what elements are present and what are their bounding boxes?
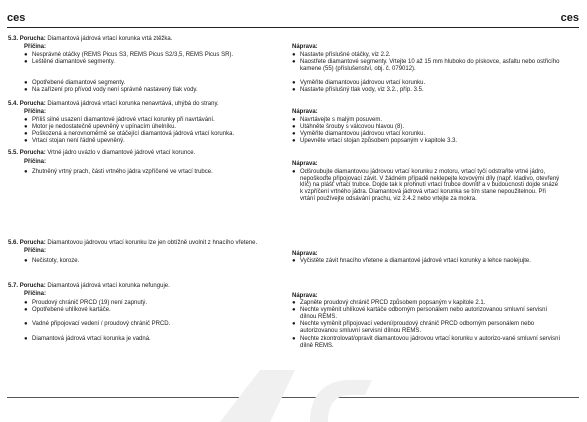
section-title (8, 101, 219, 108)
cause-item: ● Příliš silné usazení diamantové jádrové vrtací korunky při navrtávání. (24, 117, 215, 123)
remedy-item: ● Nastavte příslušný tlak vody, viz 3.2., příp. 3.5. (292, 87, 424, 93)
watermark-graphic (200, 350, 380, 422)
fault-description: Diamantovou jádrovou vrtací korunku lze jen obtížně uvolnit z hnacího vřetene. (47, 240, 258, 246)
fault-description: Diamantová jádrová vrtací korunka nefunguje. (47, 283, 170, 289)
cause-heading: Příčina: (24, 109, 47, 115)
cause-item: ● Vrtací stojan není řádně upevněný. (24, 138, 125, 144)
remedy-item: ● Zapněte proudový chránič PRCD způsobem popsaným v kapitole 2.1. (292, 300, 486, 306)
remedy-heading: Náprava: (292, 161, 318, 167)
cause-item: ● Motor je nedostatečně upevněný v upínacím úhelníku. (24, 124, 177, 130)
section-number: 5.7. (8, 283, 19, 289)
cause-item: ● Leštěné diamantové segmenty. (24, 59, 115, 65)
cause-heading: Příčina: (24, 248, 47, 254)
fault-description: Vrtné jádro uvázlo v diamantové jádrové vrtací korunce. (47, 150, 196, 156)
fault-label: Porucha: (19, 240, 46, 246)
section-number: 5.6. (8, 240, 19, 246)
fault-description: Diamantová jádrová vrtací korunka vrtá ztěžka. (47, 36, 173, 42)
remedy-item: ● Vyměňte diamantovou jádrovou vrtací korunku. (292, 80, 426, 86)
remedy-heading: Náprava: (292, 293, 318, 299)
cause-item: ● Opotřebené uhlíkové kartáče. (24, 307, 111, 313)
cause-item: ● Proudový chránič PRCD (19) není zapnutý. (24, 300, 148, 306)
remedy-item: ● Odšroubujte diamantovou jádrovou vrtací korunku z motoru, vrtací tyčí odstraňte vrtné jádro, nepoškoďte připojovací závit. V žádném případě neklepejte kovovými díly (např. kladivo, otevřený klíč) na plášť vrtací trubce. Dojde tak k prohnutí vrtací trubce dovnitř a v budoucnosti dojde snáze k vzpříčení vrtného jádra. Diamantová jádrová vrtací korunka se tím stane nepoužitelnou. Při vrtání používejte odsávání prachu, viz 2.4.2 nebo vrtejte za mokra. (292, 169, 560, 202)
cause-item: ● Na zařízení pro přívod vody není správně nastavený tlak vody. (24, 87, 198, 93)
remedy-item: ● Upevněte vrtací stojan způsobem popsaným v kapitole 3.3. (292, 138, 458, 144)
fault-label: Porucha: (19, 283, 46, 289)
section-title (8, 36, 172, 43)
remedy-item: ● Naostřete diamantové segmenty. Vrtejte 10 až 15 mm hluboko do pískovce, asfaltu nebo ostřicího kamene (55) (příslušenství, obj. č. 079012). (292, 59, 560, 72)
remedy-item: ● Utáhněte šrouby s válcovou hlavou (8). (292, 124, 405, 130)
fault-label: Porucha: (19, 150, 46, 156)
cause-item: ● Vadné připojovací vedení / proudový chránič PRCD. (24, 321, 171, 327)
remedy-item: ● Nastavte příslušné otáčky, viz 2.2. (292, 52, 391, 58)
remedy-item: ● Vyměňte diamantovou jádrovou vrtací korunku. (292, 131, 426, 137)
language-code-left: ces (7, 12, 26, 24)
cause-item: ● Opotřebené diamantové segmenty. (24, 80, 126, 86)
section-number: 5.3. (8, 36, 19, 42)
language-code-right: ces (560, 12, 579, 24)
remedy-item: ● Nechte vyměnit uhlíkové kartáče odborným personálem nebo autorizovanou smluvní servisní dílnou REMS. (292, 307, 548, 320)
cause-item: ● Diamantová jádrová vrtací korunka je vadná. (24, 336, 151, 342)
header-divider (7, 27, 579, 28)
cause-item: ● Nesprávné otáčky (REMS Picus S3, REMS Picus S2/3,5, REMS Picus SR). (24, 52, 234, 58)
section-title (8, 240, 257, 247)
cause-item: ● Zhutněný vrtný prach, části vrtného jádra vzpříčené ve vrtací trubce. (24, 169, 213, 175)
cause-heading: Příčina: (24, 291, 47, 297)
cause-heading: Příčina: (24, 159, 47, 165)
remedy-item: ● Vyčistěte závit hnacího vřetene a diamantové jádrové vrtací korunky a lehce naolejujte. (292, 258, 531, 264)
cause-heading: Příčina: (24, 44, 47, 50)
cause-item: ● Poškozená a nerovnoměrně se otáčející diamantová jádrová vrtací korunka. (24, 131, 235, 137)
remedy-heading: Náprava: (292, 44, 318, 50)
remedy-item: ● Nechte zkontrolovat/opravit diamantovou jádrovou vrtací korunku v autorizo-vané smluvní servisní dílně REMS. (292, 336, 561, 349)
section-number: 5.4. (8, 101, 19, 107)
remedy-item: ● Nechte vyměnit připojovací vedení/proudový chránič PRCD odborným personálem nebo autorizovanou smluvní servisní dílnou REMS. (292, 321, 535, 334)
cause-item: ● Nečistoty, koroze. (24, 258, 80, 264)
remedy-heading: Náprava: (292, 251, 318, 257)
remedy-item: ● Navrtávejte s malým posuvem. (292, 117, 383, 123)
section-number: 5.5. (8, 150, 19, 156)
fault-label: Porucha: (19, 101, 46, 107)
remedy-heading: Náprava: (292, 109, 318, 115)
section-title (8, 150, 195, 157)
section-title (8, 283, 170, 290)
fault-label: Porucha: (19, 36, 46, 42)
page-header (7, 12, 579, 26)
fault-description: Diamantová jádrová vrtací korunka nenavrtává, uhýbá do strany. (47, 101, 219, 107)
watermark-shape (200, 350, 380, 422)
